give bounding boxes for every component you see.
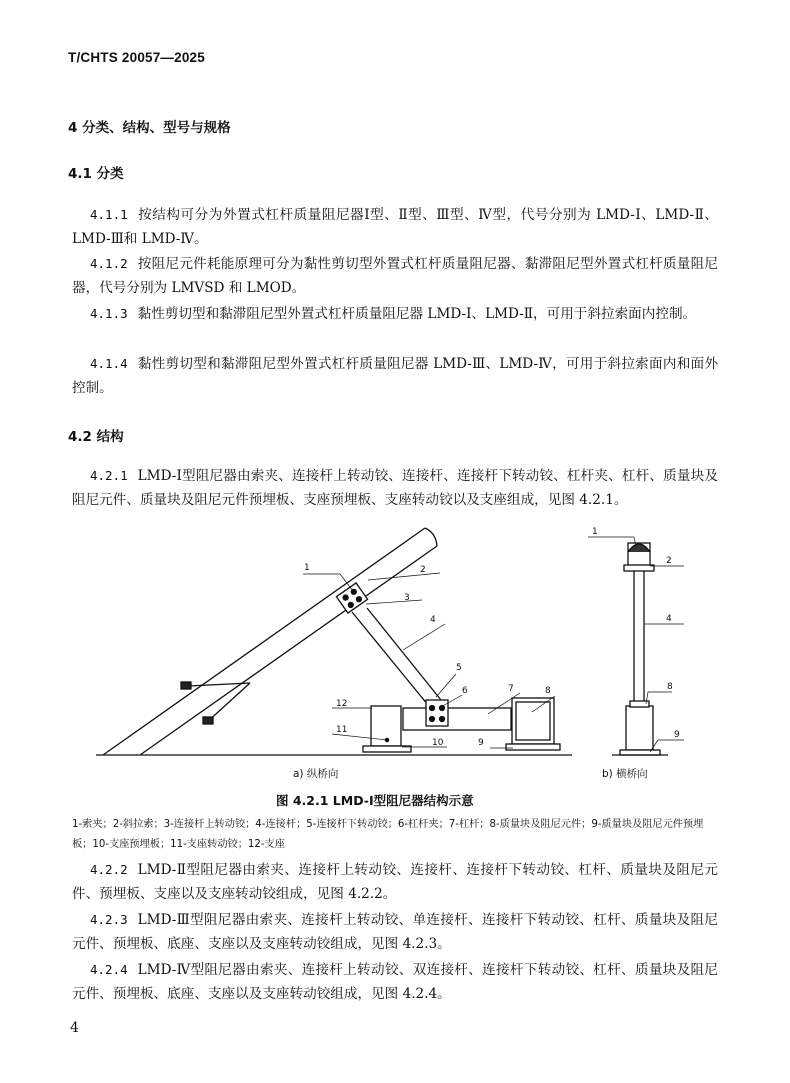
figure-caption: 图 4.2.1 LMD-Ⅰ型阻尼器结构示意 <box>276 793 474 808</box>
clause-number: 4.1.1 <box>90 207 128 222</box>
part-label: 3 <box>404 593 410 603</box>
paragraph-4-2-2 <box>72 858 718 906</box>
part-label: 8 <box>545 686 551 696</box>
part-label: 9 <box>674 730 680 740</box>
clause-text: LMD-Ⅳ型阻尼器由索夹、连接杆上转动铰、双连接杆、连接杆下转动铰、杠杆、质量块及阻尼元件、预埋板、底座、支座以及支座转动铰组成，见图 4.2.4。 <box>72 962 718 1002</box>
paragraph-4-1-4 <box>72 352 718 400</box>
diagram-b-transverse <box>588 537 684 755</box>
clause-number: 4.1.3 <box>90 306 128 321</box>
part-label: 6 <box>462 686 468 696</box>
clause-number: 4.2.3 <box>90 912 128 927</box>
part-label: 2 <box>420 565 426 575</box>
clause-number: 4.1.4 <box>90 356 128 371</box>
part-label: 8 <box>667 682 673 692</box>
part-label: 5 <box>456 663 462 673</box>
figure-legend: 1-索夹；2-斜拉索；3-连接杆上转动铰；4-连接杆；5-连接杆下转动铰；6-杠杆夹；7-杠杆；8-质量块及阻尼元件；9-质量块及阻尼元件预埋板；10-支座预埋板；11-支座转动铰；12-支座 <box>72 819 704 850</box>
part-label: 1 <box>304 563 310 573</box>
paragraph-4-1-1 <box>72 203 718 251</box>
part-label: 4 <box>666 614 672 624</box>
figure-lmd-i-structure-diagram <box>0 525 790 790</box>
section-4-2-heading: 4.2 结构 <box>68 429 124 445</box>
part-label: 12 <box>336 699 348 709</box>
paragraph-4-2-4 <box>72 958 718 1006</box>
clause-text: LMD-Ⅰ型阻尼器由索夹、连接杆上转动铰、连接杆、连接杆下转动铰、杠杆夹、杠杆、质量块及阻尼元件、质量块及阻尼元件预埋板、支座预埋板、支座转动铰以及支座组成，见图 4.2.1。 <box>72 468 718 508</box>
part-label: 9 <box>478 738 484 748</box>
part-label: 7 <box>508 684 514 694</box>
part-label: 4 <box>430 615 436 625</box>
document-code: T/CHTS 20057—2025 <box>68 50 205 65</box>
clause-text: 按结构可分为外置式杠杆质量阻尼器Ⅰ型、Ⅱ型、Ⅲ型、Ⅳ型，代号分别为 LMD-Ⅰ、LMD-Ⅱ、LMD-Ⅲ和 LMD-Ⅳ。 <box>72 207 718 247</box>
part-label: 2 <box>666 556 672 566</box>
page-number: 4 <box>70 1020 79 1036</box>
section-4-1-heading: 4.1 分类 <box>68 166 124 182</box>
clause-text: 黏性剪切型和黏滞阻尼型外置式杠杆质量阻尼器 LMD-Ⅰ、LMD-Ⅱ，可用于斜拉索面内控制。 <box>137 306 697 322</box>
part-label: 11 <box>336 725 348 735</box>
clause-number: 4.2.2 <box>90 862 128 877</box>
paragraph-4-1-2 <box>72 252 718 300</box>
clause-text: 按阻尼元件耗能原理可分为黏性剪切型外置式杠杆质量阻尼器、黏滞阻尼型外置式杠杆质量阻尼器，代号分别为 LMVSD 和 LMOD。 <box>72 256 718 296</box>
part-label: 10 <box>432 738 444 748</box>
clause-number: 4.1.2 <box>90 256 128 271</box>
clause-text: LMD-Ⅲ型阻尼器由索夹、连接杆上转动铰、单连接杆、连接杆下转动铰、杠杆、质量块及阻尼元件、预埋板、底座、支座以及支座转动铰组成，见图 4.2.3。 <box>72 912 718 952</box>
subfigure-b-label: b) 横桥向 <box>602 768 648 780</box>
clause-text: LMD-Ⅱ型阻尼器由索夹、连接杆上转动铰、连接杆、连接杆下转动铰、杠杆、质量块及阻尼元件、预埋板、支座以及支座转动铰组成，见图 4.2.2。 <box>72 862 718 902</box>
paragraph-4-1-3 <box>72 302 718 326</box>
part-label: 1 <box>592 527 598 537</box>
diagram-a-longitudinal <box>96 528 572 755</box>
clause-number: 4.2.4 <box>90 962 128 977</box>
paragraph-4-2-1 <box>72 464 718 512</box>
section-4-heading: 4 分类、结构、型号与规格 <box>68 120 231 136</box>
clause-number: 4.2.1 <box>90 468 128 483</box>
subfigure-a-label: a) 纵桥向 <box>293 768 339 780</box>
paragraph-4-2-3 <box>72 908 718 956</box>
clause-text: 黏性剪切型和黏滞阻尼型外置式杠杆质量阻尼器 LMD-Ⅲ、LMD-Ⅳ，可用于斜拉索面内和面外控制。 <box>72 356 718 396</box>
